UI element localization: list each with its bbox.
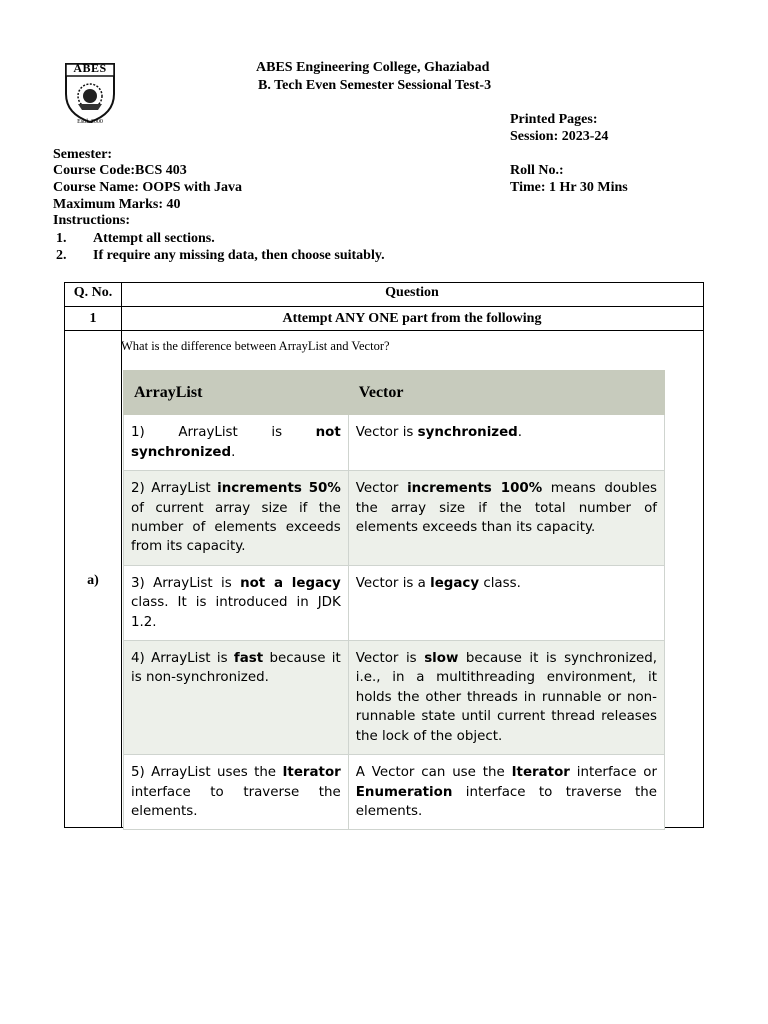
- vector-cell: Vector increments 100% means doubles the array size if the total number of elements exceeds than its capacity.: [348, 471, 664, 566]
- vector-cell: Vector is synchronized.: [348, 415, 664, 471]
- roll-no: Roll No.:: [510, 163, 564, 178]
- vector-cell: Vector is slow because it is synchronized, i.e., in a multithreading environment, it holds the other threads in runnable or non-runnable state until current thread releases the lock of the object.: [348, 641, 664, 755]
- printed-pages: Printed Pages:: [510, 112, 598, 127]
- vector-cell: Vector is a legacy class.: [348, 565, 664, 640]
- column-divider: [121, 283, 122, 827]
- arraylist-cell: 5) ArrayList uses the Iterator interface to traverse the elements.: [124, 755, 349, 830]
- arraylist-cell: 2) ArrayList increments 50% of current array size if the number of elements exceeds from its capacity.: [124, 471, 349, 566]
- comparison-table: [123, 370, 665, 830]
- table-divider: [65, 330, 703, 331]
- question-number: 1: [89, 311, 97, 326]
- max-marks: Maximum Marks: 40: [53, 197, 181, 212]
- comparison-row: [124, 415, 665, 471]
- exam-title: B. Tech Even Semester Sessional Test-3: [258, 78, 492, 93]
- arraylist-cell: 1) ArrayList is not synchronized.: [124, 415, 349, 471]
- comparison-row: [124, 565, 665, 640]
- college-name: ABES Engineering College, Ghaziabad: [256, 60, 490, 75]
- question-text: What is the difference between ArrayList and Vector?: [121, 339, 390, 353]
- instructions-label: Instructions:: [53, 213, 131, 228]
- course-code: Course Code:BCS 403: [53, 163, 187, 178]
- instruction-text: Attempt all sections.: [93, 231, 215, 246]
- header-vector: Vector: [348, 371, 664, 415]
- header-arraylist: ArrayList: [124, 371, 349, 415]
- course-name: Course Name: OOPS with Java: [53, 180, 242, 195]
- comparison-row: [124, 641, 665, 755]
- instruction-text: If require any missing data, then choose suitably.: [93, 248, 385, 263]
- arraylist-cell: 3) ArrayList is not a legacy class. It is introduced in JDK 1.2.: [124, 565, 349, 640]
- time: Time: 1 Hr 30 Mins: [510, 180, 628, 195]
- question-heading: Attempt ANY ONE part from the following: [282, 311, 542, 326]
- comparison-row: [124, 755, 665, 830]
- comparison-body: [124, 415, 665, 830]
- logo-title: ABES: [73, 61, 107, 75]
- logo-estd: Estd. 2000: [77, 119, 103, 125]
- arraylist-cell: 4) ArrayList is fast because it is non-synchronized.: [124, 641, 349, 755]
- table-divider: [65, 306, 703, 307]
- comparison-row: [124, 471, 665, 566]
- question-header: Question: [385, 285, 439, 300]
- session: Session: 2023-24: [510, 129, 609, 144]
- part-label: a): [87, 573, 99, 588]
- qno-header: Q. No.: [73, 285, 113, 300]
- comparison-header-row: [124, 371, 665, 415]
- instruction-num: 2.: [56, 248, 67, 263]
- semester: Semester:: [53, 147, 113, 162]
- instruction-num: 1.: [56, 231, 67, 246]
- vector-cell: A Vector can use the Iterator interface or Enumeration interface to traverse the elements.: [348, 755, 664, 830]
